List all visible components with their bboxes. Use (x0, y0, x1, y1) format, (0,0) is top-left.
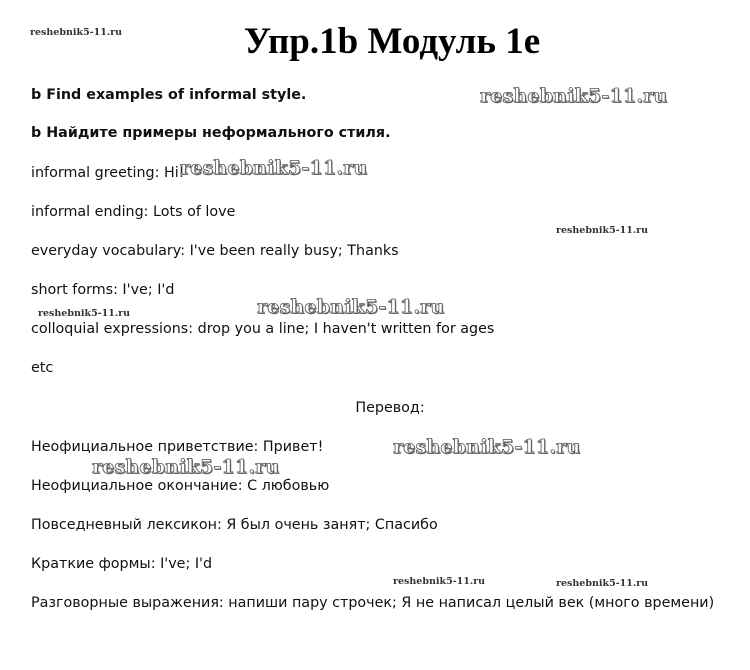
russian-line-vocabulary: Повседневный лексикон: Я был очень занят; Спасибо (31, 517, 438, 533)
english-line-greeting: informal greeting: Hi! (31, 165, 185, 181)
watermark-large: reshebnik5-11.ru (480, 85, 668, 107)
russian-line-short-forms: Краткие формы: I've; I'd (31, 556, 213, 572)
watermark-large: reshebnik5-11.ru (257, 296, 445, 318)
english-line-etc: etc (31, 360, 54, 376)
watermark-large: reshebnik5-11.ru (92, 456, 280, 478)
watermark-small: reshebnik5-11.ru (556, 578, 649, 589)
watermark-large: reshebnik5-11.ru (180, 157, 368, 179)
heading-english: b Find examples of informal style. (31, 87, 307, 103)
english-line-vocabulary: everyday vocabulary: I've been really busy; Thanks (31, 243, 399, 259)
english-line-short-forms: short forms: I've; I'd (31, 282, 175, 298)
russian-line-ending: Неофициальное окончание: С любовью (31, 478, 330, 494)
watermark-small: reshebnik5-11.ru (38, 308, 131, 319)
page-title: Упр.1b Модуль 1e (243, 21, 541, 62)
translation-label: Перевод: (355, 400, 425, 416)
english-line-colloquial: colloquial expressions: drop you a line; I haven't written for ages (31, 321, 495, 337)
english-line-ending: informal ending: Lots of love (31, 204, 236, 220)
russian-line-colloquial: Разговорные выражения: напиши пару строчек; Я не написал целый век (много времени) (31, 595, 715, 611)
russian-line-greeting: Неофициальное приветствие: Привет! (31, 439, 324, 455)
watermark-small: reshebnik5-11.ru (30, 27, 123, 38)
watermark-small: reshebnik5-11.ru (556, 225, 649, 236)
heading-russian: b Найдите примеры неформального стиля. (31, 125, 391, 141)
watermark-large: reshebnik5-11.ru (393, 436, 581, 458)
watermark-small: reshebnik5-11.ru (393, 576, 486, 587)
